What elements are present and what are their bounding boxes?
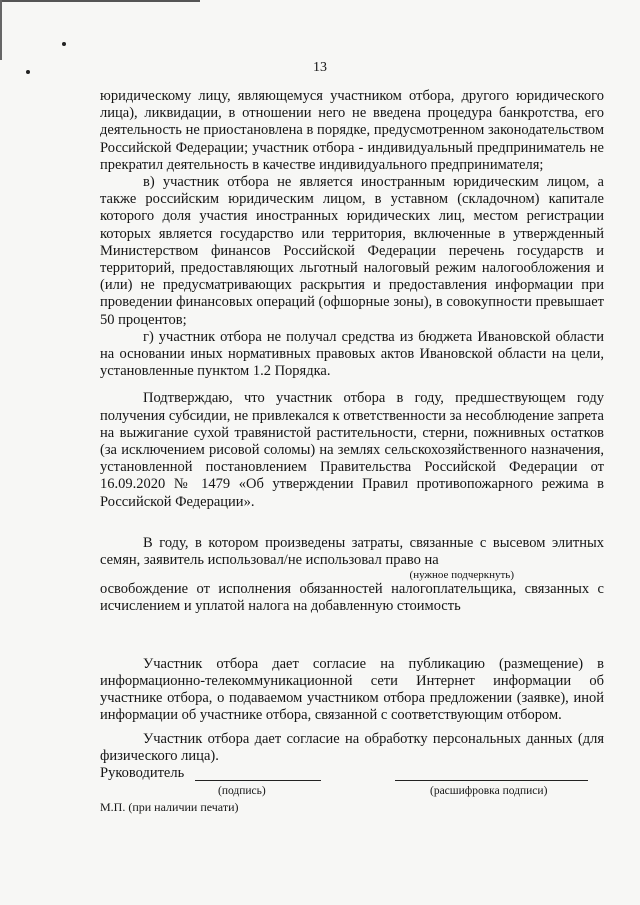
- signature-decoding-caption: (расшифровка подписи): [430, 784, 548, 797]
- paragraph-vat-option: В году, в котором произведены затраты, связанные с высевом элитных семян, заявитель использовал/не использовал право на: [100, 534, 604, 569]
- signature-captions: [100, 783, 604, 797]
- underline-note: (нужное подчеркнуть): [409, 569, 514, 582]
- paragraph-continuation: юридическому лицу, являющемуся участником отбора, другого юридического лица), ликвидации, в отношении него не введена процедура банкротства, его деятельность не приостановлена в порядке, предусмотренном законодательством Российской Федерации; участник отбора - индивидуальный предприниматель не прекратил деятельность в качестве индивидуального предпринимателя;: [100, 88, 604, 173]
- scan-frame-top: [0, 0, 200, 2]
- signature-decoding-line: [395, 780, 588, 781]
- document-body: [100, 88, 604, 816]
- paragraph-vat-exemption: освобождение от исполнения обязанностей налогоплательщика, связанных с исчислением и уплатой налога на добавленную стоимость: [100, 581, 604, 615]
- signature-caption: (подпись): [218, 784, 266, 797]
- paragraph-item-v: в) участник отбора не является иностранным юридическим лицом, а также российским юридическим лицом, в уставном (складочном) капитале которого доля участия иностранных юридических лиц, местом регистрации которых является государство или территория, включенные в утвержденный Министерством финансов Российской Федерации перечень государств и территорий, предоставляющих льготный налоговый режим налогообложения и (или) не предусматривающих раскрытия и предоставления информации при проведении финансовых операций (офшорные зоны), в совокупности превышает 50 процентов;: [100, 174, 604, 328]
- signature-line: [195, 780, 321, 781]
- stamp-note: М.П. (при наличии печати): [100, 799, 239, 814]
- paragraph-personal-data-consent: Участник отбора дает согласие на обработку персональных данных (для физического лица).: [100, 730, 604, 764]
- head-label: Руководитель: [100, 764, 185, 781]
- paragraph-publication-consent: Участник отбора дает согласие на публикацию (размещение) в информационно-телекоммуникационной сети Интернет информации об участнике отбора, о подаваемом участником отбора предложении (заявке), иной информации об участнике отбора, связанной с соответствующим отбором.: [100, 655, 604, 724]
- scan-frame-left: [0, 0, 2, 60]
- signature-row: [100, 765, 604, 783]
- paragraph-confirmation: Подтверждаю, что участник отбора в году, предшествующем году получения субсидии, не привлекался к ответственности за несоблюдение запрета на выжигание сухой травянистой растительности, стерни, пожнивных остатков (за исключением рисовой соломы) на землях сельскохозяйственного назначения, установленной постановлением Правительства Российской Федерации от 16.09.2020 № 1479 «Об утверждении Правил противопожарного режима в Российской Федерации».: [100, 390, 604, 510]
- scan-dot: [62, 42, 66, 46]
- paragraph-item-g: г) участник отбора не получал средства из бюджета Ивановской области на основании иных нормативных правовых актов Ивановской области на цели, установленные пунктом 1.2 Порядка.: [100, 328, 604, 380]
- page-number: 13: [313, 60, 327, 75]
